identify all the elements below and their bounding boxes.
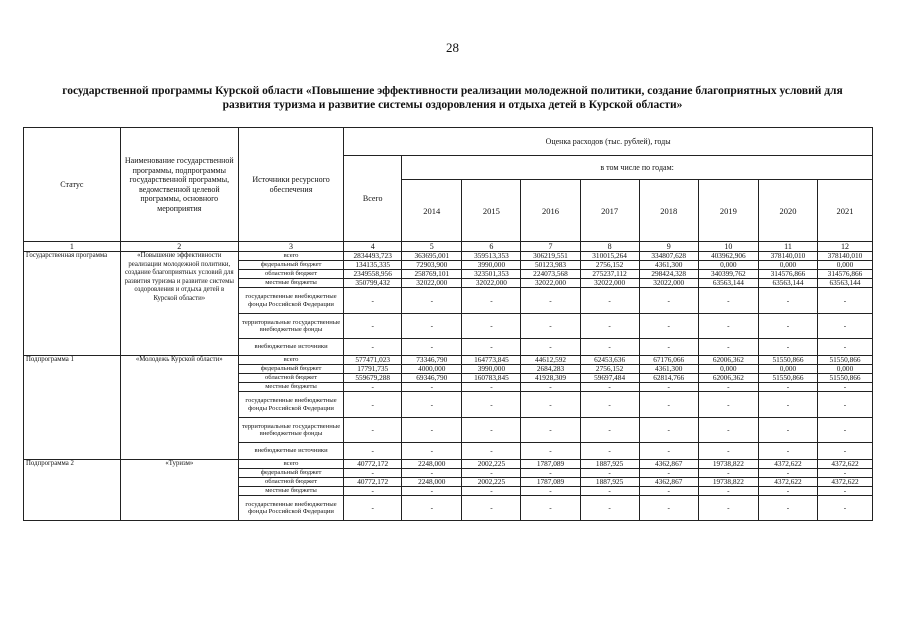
value-cell: - xyxy=(402,288,462,314)
value-cell: - xyxy=(402,443,462,460)
value-cell: 72903,900 xyxy=(402,261,462,270)
value-cell: - xyxy=(462,443,521,460)
value-cell: 40772,172 xyxy=(344,460,402,469)
value-cell: - xyxy=(639,418,698,443)
value-cell: - xyxy=(344,339,402,356)
value-cell: 63563,144 xyxy=(758,279,817,288)
status-cell: Подпрограмма 1 xyxy=(24,356,121,460)
value-cell: - xyxy=(758,418,817,443)
document-title: государственной программы Курской области «Повышение эффективности реализации молодежной политики, создание благоприятных условий для развития туризма и развитие системы оздоровления и отдыха детей в Курской области» xyxy=(62,85,843,111)
value-cell: - xyxy=(462,392,521,418)
source-cell: местные бюджеты xyxy=(238,487,343,496)
value-cell: - xyxy=(698,418,758,443)
value-cell: - xyxy=(402,496,462,521)
value-cell: 62814,766 xyxy=(639,374,698,383)
table-row xyxy=(24,460,873,469)
value-cell: - xyxy=(639,443,698,460)
value-cell: - xyxy=(344,496,402,521)
value-cell: 1787,089 xyxy=(521,478,580,487)
value-cell: 1787,089 xyxy=(521,460,580,469)
value-cell: 63563,144 xyxy=(698,279,758,288)
value-cell: - xyxy=(698,487,758,496)
value-cell: 403962,906 xyxy=(698,252,758,261)
value-cell: - xyxy=(580,496,639,521)
value-cell: - xyxy=(818,469,873,478)
column-number-cell: 8 xyxy=(580,242,639,252)
header-sources: Источники ресурсного обеспечения xyxy=(238,128,343,242)
value-cell: 559679,288 xyxy=(344,374,402,383)
column-number-cell: 3 xyxy=(238,242,343,252)
value-cell: 51550,866 xyxy=(818,374,873,383)
value-cell: 32022,000 xyxy=(580,279,639,288)
value-cell: - xyxy=(818,443,873,460)
year-header-cell: 2016 xyxy=(521,180,580,242)
source-cell: государственные внебюджетные фонды Российской Федерации xyxy=(238,288,343,314)
column-number-cell: 6 xyxy=(462,242,521,252)
header-name: Наименование государственной программы, подпрограммы государственной программы, ведомственной целевой программы, основного мероприятия xyxy=(120,128,238,242)
source-cell: федеральный бюджет xyxy=(238,261,343,270)
value-cell: 2684,283 xyxy=(521,365,580,374)
column-number-cell: 1 xyxy=(24,242,121,252)
value-cell: 2002,225 xyxy=(462,460,521,469)
source-cell: федеральный бюджет xyxy=(238,469,343,478)
value-cell: - xyxy=(462,496,521,521)
value-cell: 19738,822 xyxy=(698,460,758,469)
value-cell: - xyxy=(818,487,873,496)
value-cell: - xyxy=(521,443,580,460)
value-cell: - xyxy=(818,496,873,521)
value-cell: - xyxy=(344,487,402,496)
value-cell: 4372,622 xyxy=(818,478,873,487)
value-cell: 62006,362 xyxy=(698,374,758,383)
value-cell: - xyxy=(818,383,873,392)
value-cell: 350799,432 xyxy=(344,279,402,288)
value-cell: - xyxy=(758,392,817,418)
value-cell: - xyxy=(639,487,698,496)
value-cell: 1887,925 xyxy=(580,460,639,469)
column-number-cell: 9 xyxy=(639,242,698,252)
value-cell: - xyxy=(402,469,462,478)
header-estimate: Оценка расходов (тыс. рублей), годы xyxy=(344,128,873,156)
value-cell: 0,000 xyxy=(818,365,873,374)
value-cell: 73346,790 xyxy=(402,356,462,365)
source-cell: всего xyxy=(238,252,343,261)
value-cell: 334807,628 xyxy=(639,252,698,261)
value-cell: 40772,172 xyxy=(344,478,402,487)
value-cell: - xyxy=(758,443,817,460)
value-cell: - xyxy=(580,383,639,392)
value-cell: - xyxy=(758,288,817,314)
value-cell: 378140,010 xyxy=(758,252,817,261)
source-cell: государственные внебюджетные фонды Российской Федерации xyxy=(238,496,343,521)
value-cell: 2248,000 xyxy=(402,460,462,469)
value-cell: 4361,300 xyxy=(639,365,698,374)
value-cell: - xyxy=(580,339,639,356)
source-cell: внебюджетные источники xyxy=(238,339,343,356)
value-cell: - xyxy=(639,288,698,314)
column-number-cell: 12 xyxy=(818,242,873,252)
value-cell: - xyxy=(758,339,817,356)
column-number-cell: 4 xyxy=(344,242,402,252)
value-cell: - xyxy=(698,443,758,460)
value-cell: - xyxy=(344,392,402,418)
value-cell: 0,000 xyxy=(758,365,817,374)
column-number-row xyxy=(24,242,873,252)
value-cell: - xyxy=(639,392,698,418)
value-cell: - xyxy=(758,314,817,339)
value-cell: 41928,309 xyxy=(521,374,580,383)
value-cell: - xyxy=(698,469,758,478)
value-cell: - xyxy=(521,469,580,478)
value-cell: - xyxy=(758,469,817,478)
value-cell: 4372,622 xyxy=(758,478,817,487)
value-cell: 4362,867 xyxy=(639,478,698,487)
value-cell: 2834493,723 xyxy=(344,252,402,261)
value-cell: 62006,362 xyxy=(698,356,758,365)
value-cell: 298424,328 xyxy=(639,270,698,279)
value-cell: - xyxy=(639,469,698,478)
value-cell: 0,000 xyxy=(758,261,817,270)
column-number-cell: 5 xyxy=(402,242,462,252)
source-cell: территориальные государственные внебюджетные фонды xyxy=(238,418,343,443)
value-cell: - xyxy=(521,496,580,521)
value-cell: 258769,101 xyxy=(402,270,462,279)
value-cell: - xyxy=(580,314,639,339)
source-cell: всего xyxy=(238,356,343,365)
value-cell: - xyxy=(758,487,817,496)
value-cell: 51550,866 xyxy=(758,374,817,383)
value-cell: 4362,867 xyxy=(639,460,698,469)
value-cell: - xyxy=(344,383,402,392)
value-cell: - xyxy=(639,496,698,521)
value-cell: - xyxy=(462,314,521,339)
value-cell: - xyxy=(698,339,758,356)
value-cell: 2248,000 xyxy=(402,478,462,487)
value-cell: - xyxy=(521,418,580,443)
value-cell: - xyxy=(344,288,402,314)
year-header-cell: 2021 xyxy=(818,180,873,242)
value-cell: - xyxy=(698,383,758,392)
status-cell: Государственная программа xyxy=(24,252,121,356)
source-cell: федеральный бюджет xyxy=(238,365,343,374)
value-cell: 275237,112 xyxy=(580,270,639,279)
value-cell: 340399,762 xyxy=(698,270,758,279)
budget-table xyxy=(23,127,873,521)
value-cell: 2756,152 xyxy=(580,261,639,270)
value-cell: 310015,264 xyxy=(580,252,639,261)
value-cell: 32022,000 xyxy=(462,279,521,288)
value-cell: - xyxy=(402,392,462,418)
value-cell: - xyxy=(462,487,521,496)
year-header-cell: 2014 xyxy=(402,180,462,242)
value-cell: - xyxy=(580,469,639,478)
value-cell: 134135,335 xyxy=(344,261,402,270)
value-cell: - xyxy=(698,496,758,521)
value-cell: - xyxy=(402,339,462,356)
value-cell: - xyxy=(698,314,758,339)
value-cell: - xyxy=(698,392,758,418)
column-number-cell: 7 xyxy=(521,242,580,252)
value-cell: - xyxy=(344,418,402,443)
program-name-cell: «Повышение эффективности реализации молодежной политики, создание благоприятных условий для развития туризма и развитие системы оздоровления и отдыха детей в Курской области» xyxy=(120,252,238,356)
value-cell: 50123,983 xyxy=(521,261,580,270)
year-header-cell: 2017 xyxy=(580,180,639,242)
value-cell: - xyxy=(462,383,521,392)
column-number-cell: 11 xyxy=(758,242,817,252)
value-cell: 51550,866 xyxy=(818,356,873,365)
value-cell: - xyxy=(758,383,817,392)
value-cell: 160783,845 xyxy=(462,374,521,383)
value-cell: 323501,353 xyxy=(462,270,521,279)
value-cell: 577471,023 xyxy=(344,356,402,365)
value-cell: - xyxy=(580,487,639,496)
value-cell: 224073,568 xyxy=(521,270,580,279)
value-cell: - xyxy=(758,496,817,521)
column-number-cell: 10 xyxy=(698,242,758,252)
value-cell: 3990,000 xyxy=(462,261,521,270)
value-cell: 32022,000 xyxy=(639,279,698,288)
source-cell: территориальные государственные внебюджетные фонды xyxy=(238,314,343,339)
value-cell: - xyxy=(344,469,402,478)
program-name-cell: «Туризм» xyxy=(120,460,238,521)
value-cell: 19738,822 xyxy=(698,478,758,487)
value-cell: 17791,735 xyxy=(344,365,402,374)
column-number-cell: 2 xyxy=(120,242,238,252)
page-number: 28 xyxy=(446,40,459,55)
value-cell: - xyxy=(462,339,521,356)
value-cell: 3990,000 xyxy=(462,365,521,374)
value-cell: - xyxy=(580,392,639,418)
value-cell: - xyxy=(521,314,580,339)
value-cell: 32022,000 xyxy=(521,279,580,288)
value-cell: - xyxy=(639,383,698,392)
value-cell: 0,000 xyxy=(818,261,873,270)
value-cell: 314576,866 xyxy=(758,270,817,279)
value-cell: - xyxy=(818,339,873,356)
value-cell: 69346,790 xyxy=(402,374,462,383)
table-row xyxy=(24,252,873,261)
program-name-cell: «Молодежь Курской области» xyxy=(120,356,238,460)
value-cell: 51550,866 xyxy=(758,356,817,365)
source-cell: государственные внебюджетные фонды Российской Федерации xyxy=(238,392,343,418)
value-cell: - xyxy=(402,487,462,496)
value-cell: 63563,144 xyxy=(818,279,873,288)
value-cell: 378140,010 xyxy=(818,252,873,261)
value-cell: 306219,551 xyxy=(521,252,580,261)
source-cell: областной бюджет xyxy=(238,270,343,279)
value-cell: - xyxy=(462,469,521,478)
value-cell: - xyxy=(818,314,873,339)
year-header-cell: 2020 xyxy=(758,180,817,242)
year-header-cell: 2019 xyxy=(698,180,758,242)
value-cell: - xyxy=(521,392,580,418)
value-cell: - xyxy=(580,443,639,460)
value-cell: - xyxy=(402,383,462,392)
header-status: Статус xyxy=(24,128,121,242)
source-cell: внебюджетные источники xyxy=(238,443,343,460)
value-cell: 2349558,956 xyxy=(344,270,402,279)
value-cell: 67176,066 xyxy=(639,356,698,365)
value-cell: 4372,622 xyxy=(818,460,873,469)
value-cell: - xyxy=(639,314,698,339)
year-header-cell: 2018 xyxy=(639,180,698,242)
source-cell: местные бюджеты xyxy=(238,383,343,392)
value-cell: - xyxy=(818,392,873,418)
value-cell: - xyxy=(344,314,402,339)
value-cell: 4372,622 xyxy=(758,460,817,469)
value-cell: 359513,353 xyxy=(462,252,521,261)
value-cell: 2756,152 xyxy=(580,365,639,374)
value-cell: 363695,001 xyxy=(402,252,462,261)
value-cell: - xyxy=(521,383,580,392)
value-cell: - xyxy=(521,339,580,356)
status-cell: Подпрограмма 2 xyxy=(24,460,121,521)
value-cell: 2002,225 xyxy=(462,478,521,487)
value-cell: - xyxy=(639,339,698,356)
source-cell: всего xyxy=(238,460,343,469)
value-cell: 164773,845 xyxy=(462,356,521,365)
value-cell: - xyxy=(344,443,402,460)
value-cell: 44612,592 xyxy=(521,356,580,365)
value-cell: 32022,000 xyxy=(402,279,462,288)
value-cell: - xyxy=(818,288,873,314)
value-cell: - xyxy=(580,288,639,314)
value-cell: - xyxy=(580,418,639,443)
header-total: Всего xyxy=(344,156,402,242)
value-cell: - xyxy=(698,288,758,314)
source-cell: местные бюджеты xyxy=(238,279,343,288)
year-header-cell: 2015 xyxy=(462,180,521,242)
value-cell: 62453,636 xyxy=(580,356,639,365)
source-cell: областной бюджет xyxy=(238,374,343,383)
value-cell: - xyxy=(462,288,521,314)
value-cell: 4361,300 xyxy=(639,261,698,270)
value-cell: - xyxy=(402,314,462,339)
value-cell: - xyxy=(818,418,873,443)
source-cell: областной бюджет xyxy=(238,478,343,487)
value-cell: 0,000 xyxy=(698,261,758,270)
value-cell: 1887,925 xyxy=(580,478,639,487)
table-body xyxy=(24,252,873,521)
value-cell: 0,000 xyxy=(698,365,758,374)
value-cell: - xyxy=(402,418,462,443)
header-by-years: в том числе по годам: xyxy=(402,156,873,180)
value-cell: 4000,000 xyxy=(402,365,462,374)
value-cell: - xyxy=(521,487,580,496)
value-cell: 314576,866 xyxy=(818,270,873,279)
table-row xyxy=(24,356,873,365)
value-cell: - xyxy=(521,288,580,314)
value-cell: 59697,484 xyxy=(580,374,639,383)
value-cell: - xyxy=(462,418,521,443)
